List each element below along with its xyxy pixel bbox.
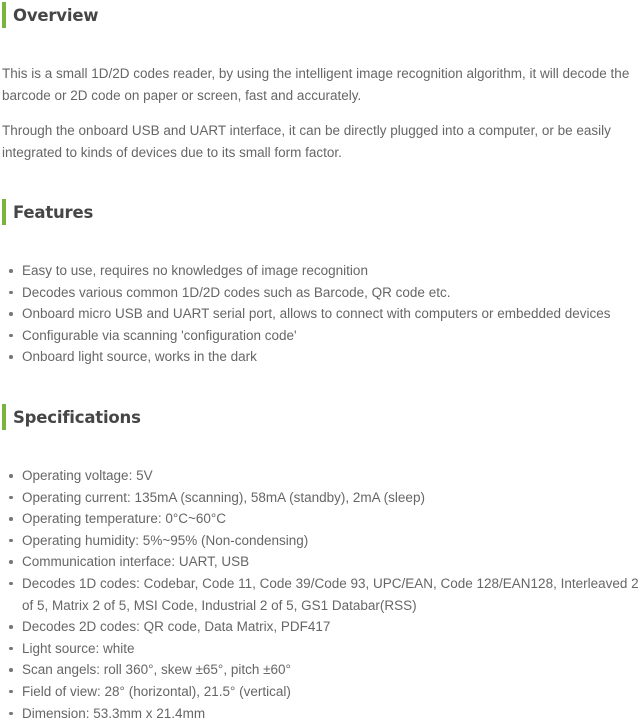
bullet-icon bbox=[9, 291, 13, 295]
heading-accent-bar bbox=[2, 404, 6, 430]
bullet-icon bbox=[9, 647, 13, 651]
heading-accent-bar bbox=[2, 2, 6, 28]
overview-paragraph-1: This is a small 1D/2D codes reader, by using the intelligent image recognition algorithm, it will decode the barcode or 2D code on paper or screen, fast and accurately. bbox=[2, 66, 630, 103]
spec-item: Field of view: 28° (horizontal), 21.5° (vertical) bbox=[0, 681, 640, 703]
features-heading bbox=[0, 199, 93, 225]
bullet-icon bbox=[9, 625, 13, 629]
features-title: Features bbox=[13, 202, 94, 222]
overview-heading bbox=[0, 2, 98, 28]
specifications-heading bbox=[0, 404, 141, 430]
spec-item: Operating voltage: 5V bbox=[0, 465, 640, 487]
feature-item: Onboard light source, works in the dark bbox=[0, 346, 640, 368]
spec-item: Operating humidity: 5%~95% (Non-condensing) bbox=[0, 530, 640, 552]
spec-item: Operating current: 135mA (scanning), 58mA (standby), 2mA (sleep) bbox=[0, 487, 640, 509]
spec-item: Decodes 1D codes: Codebar, Code 11, Code 39/Code 93, UPC/EAN, Code 128/EAN128, Interleaved 2 of 5, Matrix 2 of 5, MSI Code, Industrial 2 of 5, GS1 Databar(RSS) bbox=[0, 573, 640, 616]
feature-item: Configurable via scanning 'configuration code' bbox=[0, 325, 640, 347]
spec-item: Dimension: 53.3mm x 21.4mm bbox=[0, 703, 640, 724]
overview-title: Overview bbox=[13, 5, 99, 25]
bullet-icon bbox=[9, 312, 13, 316]
bullet-icon bbox=[9, 668, 13, 672]
feature-item: Decodes various common 1D/2D codes such as Barcode, QR code etc. bbox=[0, 282, 640, 304]
bullet-icon bbox=[9, 712, 13, 716]
bullet-icon bbox=[9, 355, 13, 359]
bullet-icon bbox=[9, 334, 13, 338]
bullet-icon bbox=[9, 582, 13, 586]
spec-item: Communication interface: UART, USB bbox=[0, 551, 640, 573]
overview-paragraph-2: Through the onboard USB and UART interface, it can be directly plugged into a computer, or be easily integrated to kinds of devices due to its small form factor. bbox=[2, 123, 611, 160]
bullet-icon bbox=[9, 474, 13, 478]
feature-item: Onboard micro USB and UART serial port, allows to connect with computers or embedded devices bbox=[0, 303, 640, 325]
bullet-icon bbox=[9, 269, 13, 273]
feature-item: Easy to use, requires no knowledges of image recognition bbox=[0, 260, 640, 282]
specifications-title: Specifications bbox=[13, 407, 141, 427]
bullet-icon bbox=[9, 539, 13, 543]
bullet-icon bbox=[9, 560, 13, 564]
spec-item: Decodes 2D codes: QR code, Data Matrix, PDF417 bbox=[0, 616, 640, 638]
bullet-icon bbox=[9, 690, 13, 694]
bullet-icon bbox=[9, 517, 13, 521]
spec-item: Light source: white bbox=[0, 638, 640, 660]
spec-item: Operating temperature: 0°C~60°C bbox=[0, 508, 640, 530]
spec-item: Scan angels: roll 360°, skew ±65°, pitch ±60° bbox=[0, 659, 640, 681]
features-list bbox=[0, 260, 640, 368]
specifications-list bbox=[0, 465, 640, 724]
bullet-icon bbox=[9, 496, 13, 500]
heading-accent-bar bbox=[2, 199, 6, 225]
